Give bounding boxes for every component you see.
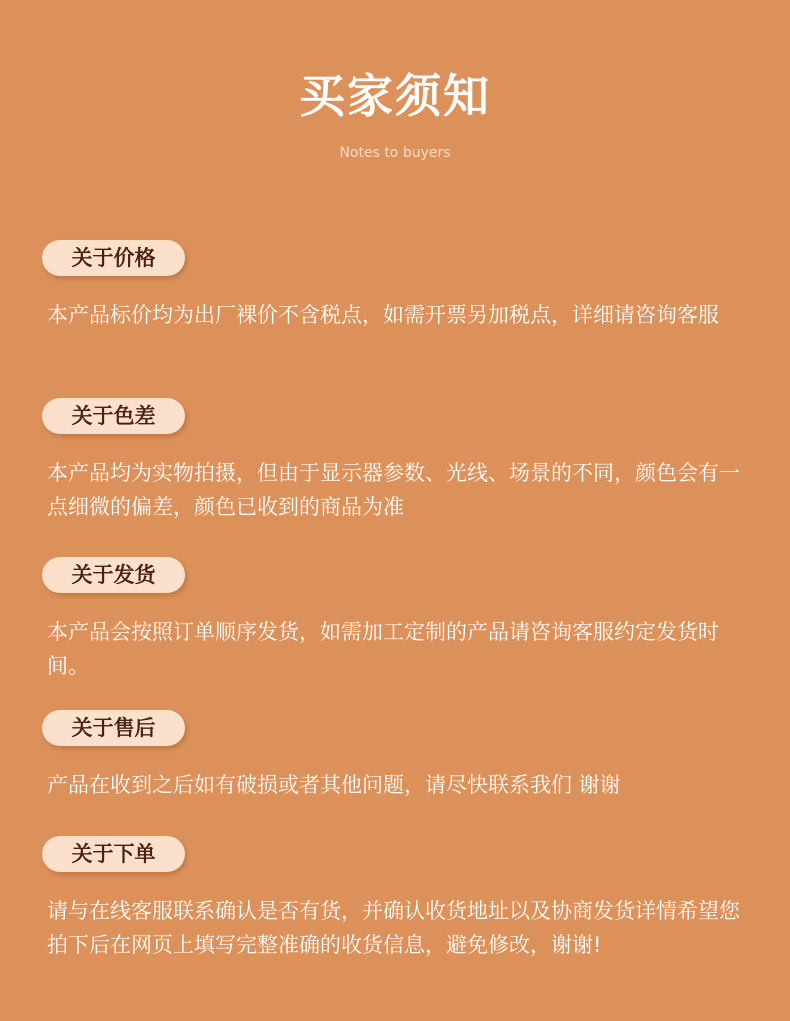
page-title: 买家须知 (299, 69, 491, 123)
section-heading: 关于发货 (42, 557, 185, 593)
section-heading: 关于下单 (42, 836, 185, 872)
section-body: 本产品标价均为出厂裸价不含税点，如需开票另加税点，详细请咨询客服 (47, 303, 719, 327)
section-body: 本产品均为实物拍摄，但由于显示器参数、光线、场景的不同，颜色会有一点细微的偏差，颜色已收到的商品为准 (47, 461, 740, 519)
section-heading: 关于价格 (42, 240, 185, 276)
section-heading: 关于色差 (42, 398, 185, 434)
section-body: 请与在线客服联系确认是否有货，并确认收货地址以及协商发货详情希望您拍下后在网页上填写完整准确的收货信息，避免修改，谢谢! (47, 899, 740, 957)
section-body: 本产品会按照订单顺序发货，如需加工定制的产品请咨询客服约定发货时间。 (47, 620, 719, 678)
page-subtitle: Notes to buyers (339, 145, 451, 161)
section-body: 产品在收到之后如有破损或者其他问题，请尽快联系我们 谢谢 (47, 773, 621, 797)
section-heading: 关于售后 (42, 710, 185, 746)
